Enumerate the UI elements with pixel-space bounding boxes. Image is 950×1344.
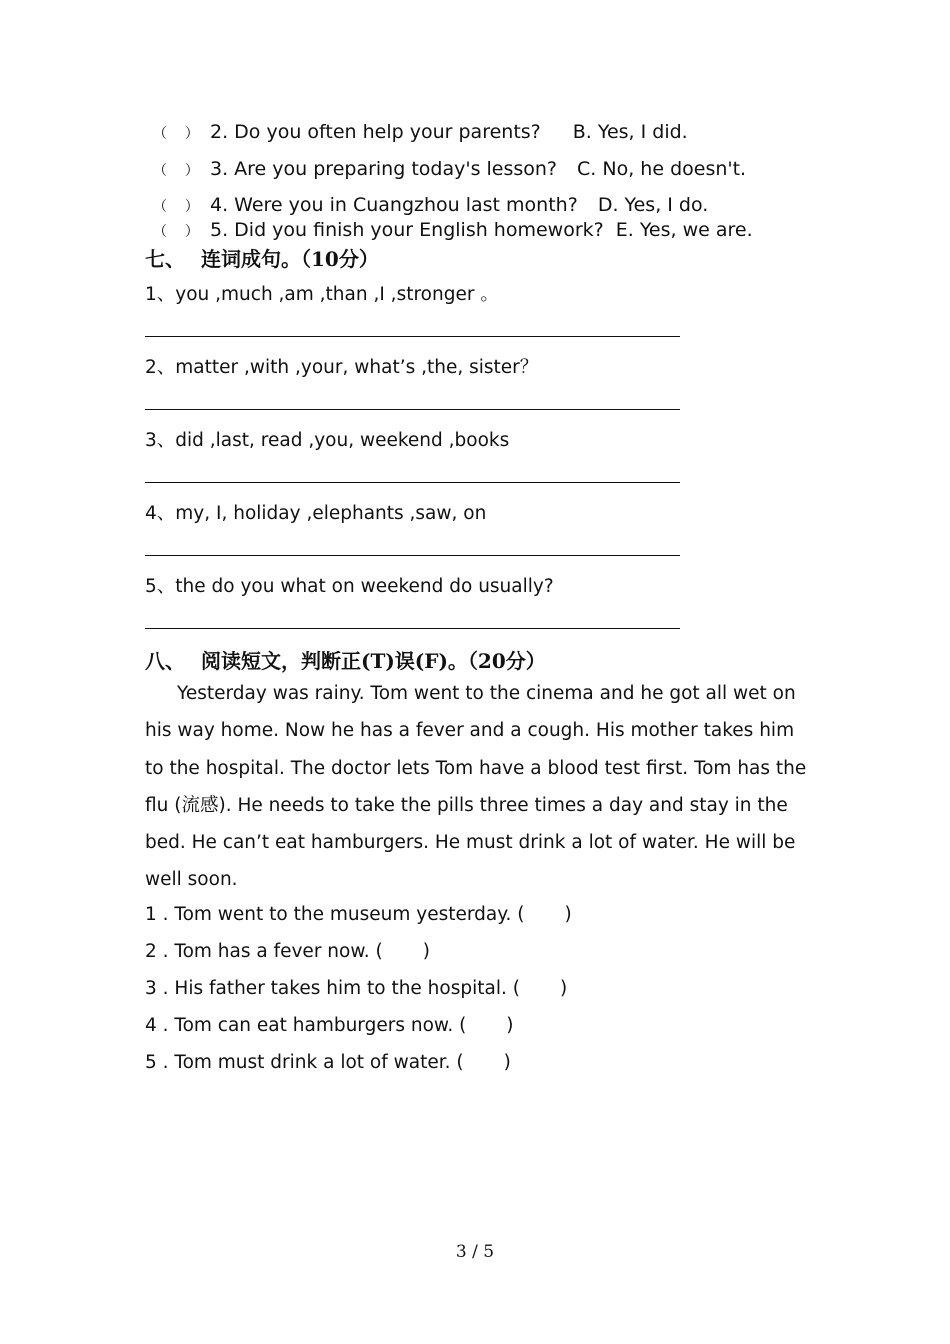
sentence-question: 1、you ,much ,am ,than ,I ,stronger 。 [145,284,499,305]
question-text: 3 . His father takes him to the hospital. ( [145,978,520,999]
true-false-question: 4 . Tom can eat hamburgers now. ( ) [145,1015,514,1036]
matching-row [153,193,708,219]
true-false-question: 5 . Tom must drink a lot of water. ( ) [145,1052,511,1073]
matching-question: 5. Did you finish your English homework? [210,219,604,241]
matching-question: 2. Do you often help your parents? [210,121,541,143]
section-7-heading [145,243,379,272]
question-text: 4 . Tom can eat hamburgers now. ( [145,1015,467,1036]
answer-bracket: （ ） [153,163,199,179]
sentence-question: 4、my, I, holiday ,elephants ,saw, on [145,503,487,524]
passage-text: Yesterday was rainy. Tom went to the cinema and he got all wet on his way home. Now he has a fever and a cough. His mother takes him to the hospital. The doctor lets Tom have a blood test first. Tom has the flu (流感). He needs to take the pills three times a day and stay in the bed. He can’t eat hamburgers. He must drink a lot of water. He will be well soon. [145,683,807,891]
answer-bracket: （ ） [153,224,199,240]
section-number: 八、 [145,649,185,673]
answer-line[interactable] [145,409,680,410]
answer-bracket: （ ） [153,126,199,142]
answer-line[interactable] [145,628,680,629]
sentence-question: 2、matter ,with ,your, what’s ,the, sister？ [145,357,539,378]
matching-question: 3. Are you preparing today's lesson? [210,158,558,180]
page-number: 3 / 5 [455,1242,495,1262]
section-title: 连词成句。（10分） [201,247,379,271]
section-8-heading [145,645,546,674]
matching-answer: D. Yes, I do. [597,194,709,216]
matching-answer: E. Yes, we are. [615,219,753,241]
matching-row [153,120,688,146]
section-number: 七、 [145,247,185,271]
matching-row [153,218,753,244]
answer-line[interactable] [145,555,680,556]
question-text: 1 . Tom went to the museum yesterday. ( [145,904,525,925]
reading-passage [145,675,810,899]
section-title: 阅读短文，判断正(T)误(F)。（20分） [201,649,546,673]
true-false-question: 1 . Tom went to the museum yesterday. ( ) [145,904,572,925]
true-false-question: 3 . His father takes him to the hospital. ( ) [145,978,568,999]
matching-answer: C. No, he doesn't. [577,158,747,180]
true-false-question: 2 . Tom has a fever now. ( ) [145,941,430,962]
sentence-question: 5、the do you what on weekend do usually? [145,576,554,597]
sentence-question: 3、did ,last, read ,you, weekend ,books [145,430,510,451]
matching-answer: B. Yes, I did. [572,121,688,143]
matching-question: 4. Were you in Cuangzhou last month? [210,194,578,216]
question-text: 5 . Tom must drink a lot of water. ( [145,1052,464,1073]
question-text: 2 . Tom has a fever now. ( [145,941,383,962]
answer-bracket: （ ） [153,199,199,215]
answer-line[interactable] [145,336,680,337]
matching-row [153,157,746,183]
answer-line[interactable] [145,482,680,483]
